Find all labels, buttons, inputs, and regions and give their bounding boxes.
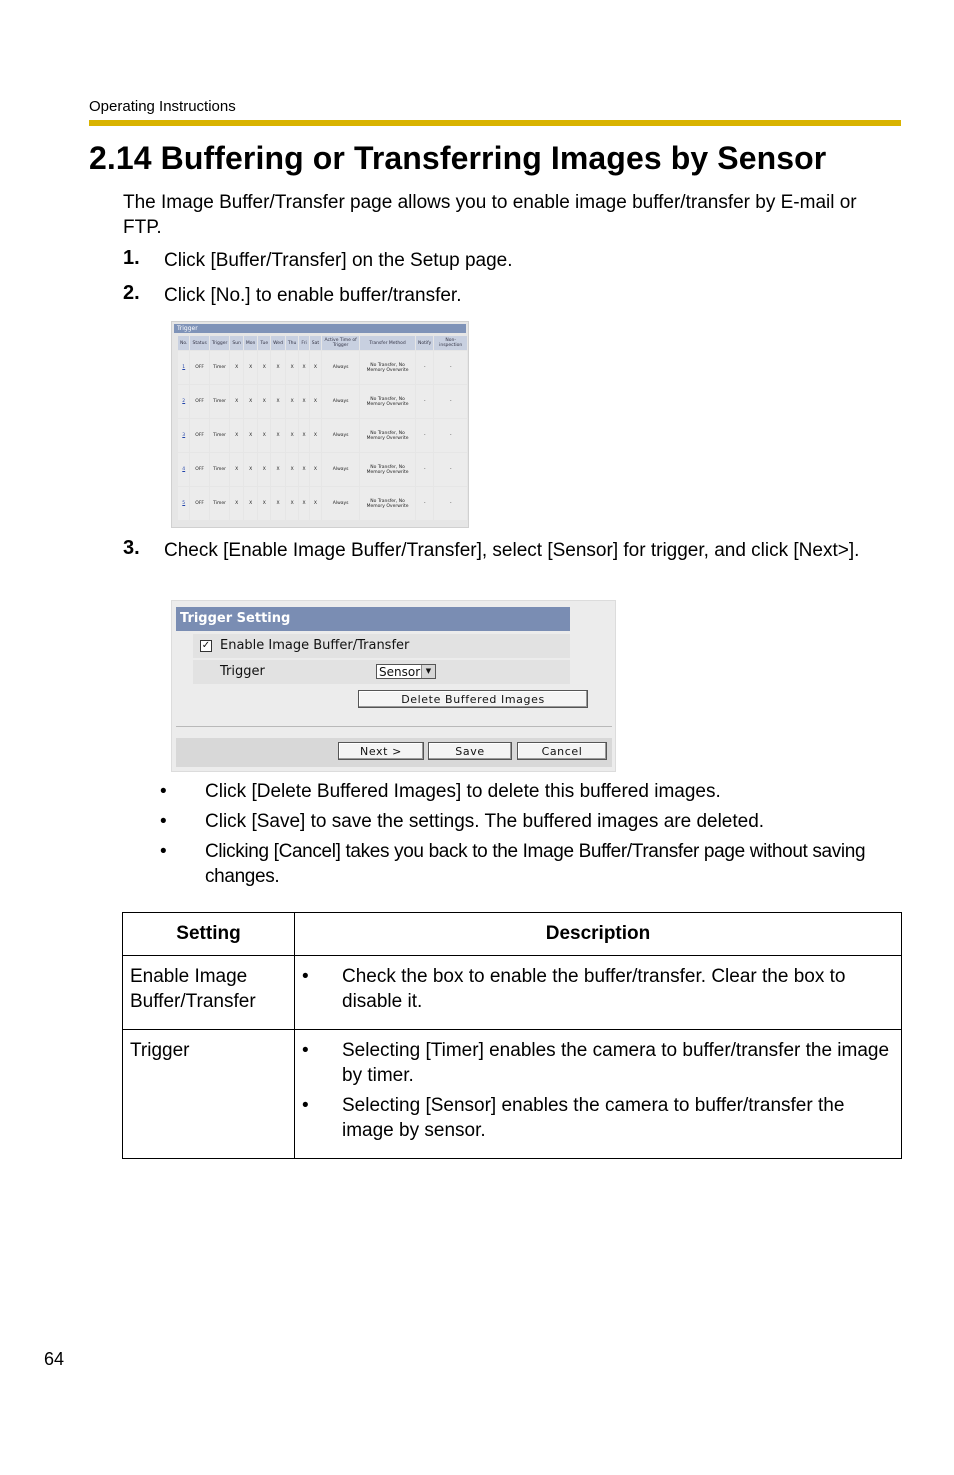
table-cell: - bbox=[416, 351, 434, 385]
next-button[interactable]: Next > bbox=[338, 742, 424, 760]
bullet-mark: • bbox=[302, 1095, 309, 1116]
intro-paragraph: The Image Buffer/Transfer page allows you to enable image buffer/transfer by E-mail or FTP. bbox=[123, 192, 857, 238]
column-header: Active Time of Trigger bbox=[322, 336, 360, 351]
step-number: 3. bbox=[123, 537, 140, 559]
table-cell: Timer bbox=[209, 453, 230, 487]
table-row bbox=[178, 419, 468, 453]
column-header: Sat bbox=[309, 336, 321, 351]
table-cell: X bbox=[309, 385, 321, 419]
save-button[interactable]: Save bbox=[428, 742, 512, 760]
table-cell: Always bbox=[322, 385, 360, 419]
list-item: • Selecting [Sensor] enables the camera to buffer/transfer the image by sensor. bbox=[302, 1095, 845, 1141]
column-header: Status bbox=[190, 336, 209, 351]
step-2 bbox=[123, 282, 140, 305]
table-cell: Always bbox=[322, 487, 360, 521]
table-cell: X bbox=[230, 487, 244, 521]
list-item: • Selecting [Timer] enables the camera to buffer/transfer the image by timer. bbox=[302, 1040, 890, 1086]
trigger-list-screenshot bbox=[171, 321, 469, 528]
trigger-number-link[interactable]: 2 bbox=[178, 385, 190, 419]
step-number: 2. bbox=[123, 282, 140, 304]
enable-row bbox=[193, 634, 570, 658]
bullet-mark: • bbox=[160, 811, 167, 832]
bullet-mark: • bbox=[160, 781, 167, 802]
trigger-setting-title: Trigger Setting bbox=[176, 607, 570, 631]
list-item: • Check the box to enable the buffer/transfer. Clear the box to disable it. bbox=[302, 966, 846, 1012]
table-cell: Timer bbox=[209, 351, 230, 385]
setting-description bbox=[295, 1030, 902, 1159]
trigger-number-link[interactable]: 1 bbox=[178, 351, 190, 385]
table-cell: OFF bbox=[190, 419, 209, 453]
table-cell: X bbox=[243, 385, 258, 419]
table-row bbox=[123, 1030, 902, 1159]
table-cell: X bbox=[258, 419, 271, 453]
table-cell: X bbox=[299, 351, 309, 385]
table-cell: X bbox=[271, 385, 286, 419]
table-cell: X bbox=[230, 351, 244, 385]
trigger-number-link[interactable]: 4 bbox=[178, 453, 190, 487]
table-cell: X bbox=[271, 351, 286, 385]
table-cell: X bbox=[299, 487, 309, 521]
divider bbox=[176, 726, 612, 727]
section-title: 2.14 Buffering or Transferring Images by Sensor bbox=[89, 140, 827, 176]
table-cell: - bbox=[416, 453, 434, 487]
table-cell: X bbox=[271, 453, 286, 487]
table-cell: X bbox=[299, 419, 309, 453]
button-bar bbox=[176, 738, 612, 767]
setting-name: Trigger bbox=[123, 1030, 295, 1159]
table-cell: Timer bbox=[209, 385, 230, 419]
trigger-row bbox=[193, 660, 570, 684]
table-cell: X bbox=[243, 487, 258, 521]
delete-buffered-images-button[interactable]: Delete Buffered Images bbox=[358, 690, 588, 708]
table-cell: X bbox=[258, 385, 271, 419]
table-cell: X bbox=[258, 351, 271, 385]
table-row bbox=[178, 385, 468, 419]
table-row bbox=[178, 487, 468, 521]
table-cell: - bbox=[416, 385, 434, 419]
column-header: Mon bbox=[243, 336, 258, 351]
table-cell: X bbox=[299, 385, 309, 419]
table-cell: OFF bbox=[190, 487, 209, 521]
list-item: • Click [Delete Buffered Images] to delete this buffered images. bbox=[160, 781, 721, 802]
setting-description bbox=[295, 956, 902, 1030]
table-cell: X bbox=[258, 487, 271, 521]
table-cell: Always bbox=[322, 419, 360, 453]
step-3 bbox=[123, 537, 140, 560]
table-cell: X bbox=[309, 487, 321, 521]
table-cell: X bbox=[285, 385, 298, 419]
step-number: 1. bbox=[123, 247, 140, 269]
table-cell: - bbox=[434, 351, 468, 385]
table-cell: - bbox=[434, 385, 468, 419]
table-cell: X bbox=[285, 453, 298, 487]
column-header: Tue bbox=[258, 336, 271, 351]
table-cell: OFF bbox=[190, 351, 209, 385]
running-header: Operating Instructions bbox=[89, 98, 236, 115]
table-cell: X bbox=[230, 385, 244, 419]
enable-checkbox[interactable]: ✓ bbox=[201, 640, 211, 651]
step-1-text: Click [Buffer/Transfer] on the Setup page. bbox=[164, 250, 513, 271]
table-cell: Always bbox=[322, 453, 360, 487]
table-cell: X bbox=[230, 453, 244, 487]
table-row bbox=[178, 351, 468, 385]
description-header: Description bbox=[295, 913, 902, 956]
table-cell: OFF bbox=[190, 385, 209, 419]
notes-list bbox=[160, 779, 905, 894]
table-cell: No Transfer, No Memory Overwrite bbox=[360, 351, 416, 385]
column-header: Wed bbox=[271, 336, 286, 351]
column-header: Notify bbox=[416, 336, 434, 351]
table-cell: X bbox=[271, 419, 286, 453]
cancel-button[interactable]: Cancel bbox=[517, 742, 607, 760]
column-header: Non-inspection bbox=[434, 336, 468, 351]
trigger-list-table bbox=[177, 335, 468, 521]
table-cell: No Transfer, No Memory Overwrite bbox=[360, 487, 416, 521]
table-cell: - bbox=[416, 419, 434, 453]
table-row bbox=[178, 453, 468, 487]
table-cell: Timer bbox=[209, 487, 230, 521]
table-cell: X bbox=[285, 351, 298, 385]
step-3-text: Check [Enable Image Buffer/Transfer], select [Sensor] for trigger, and click [Next>]. bbox=[164, 540, 860, 561]
list-item: • Clicking [Cancel] takes you back to the Image Buffer/Transfer page without saving changes. bbox=[160, 841, 866, 887]
column-header: Transfer Method bbox=[360, 336, 416, 351]
table-cell: Always bbox=[322, 351, 360, 385]
table-cell: X bbox=[309, 351, 321, 385]
trigger-select-value: Sensor bbox=[379, 665, 421, 679]
list-item: • Click [Save] to save the settings. The buffered images are deleted. bbox=[160, 811, 765, 832]
step-2-text: Click [No.] to enable buffer/transfer. bbox=[164, 285, 462, 306]
header-rule bbox=[89, 120, 901, 126]
column-header: Fri bbox=[299, 336, 309, 351]
table-cell: X bbox=[243, 419, 258, 453]
bullet-mark: • bbox=[302, 966, 309, 987]
table-cell: - bbox=[434, 487, 468, 521]
column-header: Thu bbox=[285, 336, 298, 351]
table-cell: X bbox=[230, 419, 244, 453]
trigger-setting-screenshot bbox=[171, 600, 616, 772]
table-header-row bbox=[123, 913, 902, 956]
trigger-list-title: Trigger bbox=[174, 324, 466, 333]
table-cell: X bbox=[243, 351, 258, 385]
table-cell: X bbox=[285, 487, 298, 521]
table-cell: X bbox=[309, 453, 321, 487]
page-number: 64 bbox=[44, 1349, 65, 1369]
column-header: Trigger bbox=[209, 336, 230, 351]
table-cell: X bbox=[285, 419, 298, 453]
table-cell: - bbox=[434, 419, 468, 453]
table-cell: No Transfer, No Memory Overwrite bbox=[360, 453, 416, 487]
enable-label: Enable Image Buffer/Transfer bbox=[220, 638, 410, 653]
table-cell: - bbox=[416, 487, 434, 521]
step-1 bbox=[123, 247, 140, 270]
setting-header: Setting bbox=[123, 913, 295, 956]
chevron-down-icon: ▼ bbox=[421, 665, 435, 678]
trigger-number-link[interactable]: 5 bbox=[178, 487, 190, 521]
table-cell: Timer bbox=[209, 419, 230, 453]
trigger-select[interactable] bbox=[376, 664, 436, 679]
table-cell: X bbox=[309, 419, 321, 453]
trigger-number-link[interactable]: 3 bbox=[178, 419, 190, 453]
bullet-mark: • bbox=[302, 1040, 309, 1061]
table-cell: X bbox=[243, 453, 258, 487]
table-cell: X bbox=[258, 453, 271, 487]
table-cell: OFF bbox=[190, 453, 209, 487]
table-cell: X bbox=[271, 487, 286, 521]
table-row bbox=[123, 956, 902, 1030]
trigger-label: Trigger bbox=[220, 664, 265, 679]
settings-table bbox=[122, 912, 902, 1159]
setting-name: Enable Image Buffer/Transfer bbox=[123, 956, 295, 1030]
table-cell: No Transfer, No Memory Overwrite bbox=[360, 385, 416, 419]
bullet-mark: • bbox=[160, 841, 167, 862]
column-header: No. bbox=[178, 336, 190, 351]
table-cell: No Transfer, No Memory Overwrite bbox=[360, 419, 416, 453]
table-cell: - bbox=[434, 453, 468, 487]
column-header: Sun bbox=[230, 336, 244, 351]
table-cell: X bbox=[299, 453, 309, 487]
